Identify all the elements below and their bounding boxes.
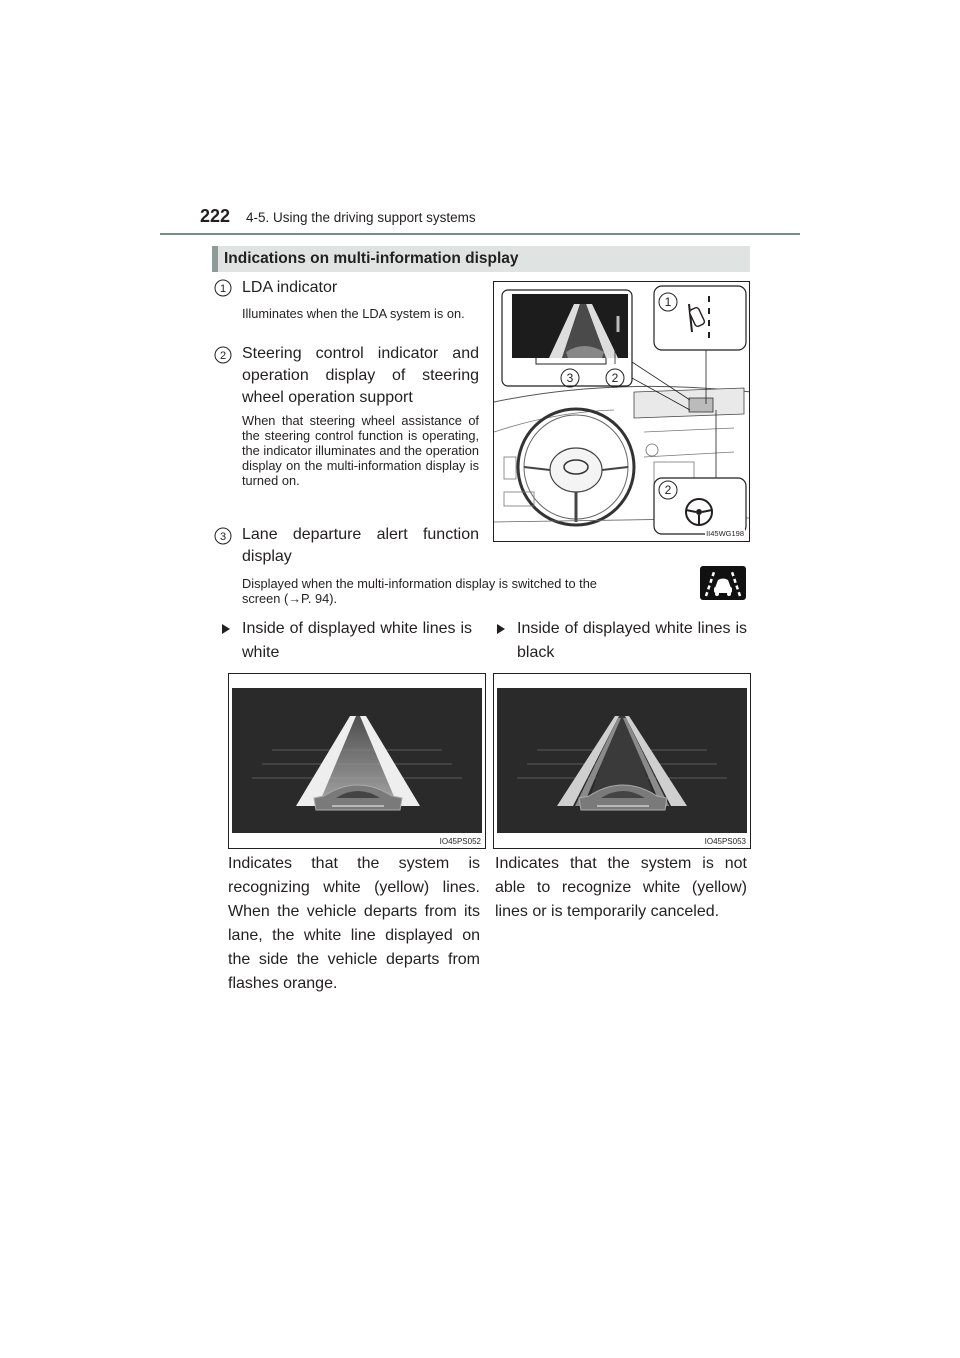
header-rule [160, 233, 800, 235]
item-number: 1 [219, 283, 227, 295]
band-accent [212, 246, 218, 272]
case-heading-text: Inside of displayed white lines is black [517, 620, 747, 661]
lane-screen-white [228, 673, 486, 849]
item-title: Lane departure alert function display [242, 526, 479, 565]
case-heading [495, 617, 747, 665]
image-code: IO45PS053 [704, 837, 746, 846]
callout-number: 2 [664, 483, 672, 497]
case-heading [220, 617, 472, 665]
page-number: 222 [200, 206, 231, 226]
band-title: Indications on multi-information display [224, 250, 519, 267]
triangle-bullet-icon [222, 624, 230, 634]
item-title: LDA indicator [242, 279, 338, 296]
item-description: Illuminates when the LDA system is on. [242, 306, 465, 321]
numbered-circle-icon [214, 279, 232, 297]
caption-line: screen (→P. 94). [242, 591, 338, 606]
numbered-circle-icon [214, 346, 232, 364]
item-number: 2 [219, 350, 227, 362]
callout-number: 3 [566, 371, 574, 385]
case-explanation: Indicates that the system is recognizing white (yellow) lines. When the vehicle departs from its lane, the white line displayed on the side the vehicle departs from flashes orange. [228, 855, 480, 992]
illustration-code: II45WG198 [706, 529, 744, 538]
case-heading-text: Inside of displayed white lines is white [242, 620, 472, 661]
lane-screen-black [493, 673, 751, 849]
numbered-circle-icon [214, 527, 232, 545]
lane-screen-display [497, 688, 747, 833]
case-explanation: Indicates that the system is not able to recognize white (yellow) lines or is temporarily canceled. [495, 855, 747, 920]
image-code: IO45PS052 [439, 837, 481, 846]
item-description: When that steering wheel assistance of the steering control function is operating, the indicator illuminates and the operation display on the multi-information display is turned on. [242, 413, 479, 488]
lane-car-icon [700, 566, 746, 600]
callout-number: 1 [664, 295, 672, 309]
item-title: Steering control indicator and operation display of steering wheel operation support [242, 345, 479, 406]
caption-line: Displayed when the multi-information display is switched to the [242, 576, 597, 591]
item-number: 3 [219, 531, 227, 543]
lane-screen-display [232, 688, 482, 833]
section-band [212, 246, 750, 272]
callout-number: 2 [611, 371, 619, 385]
section-title: 4-5. Using the driving support systems [246, 210, 476, 225]
lda-screen-caption [242, 576, 690, 606]
triangle-bullet-icon [497, 624, 505, 634]
dashboard-illustration [493, 281, 750, 542]
dashboard-drawing [494, 282, 750, 542]
